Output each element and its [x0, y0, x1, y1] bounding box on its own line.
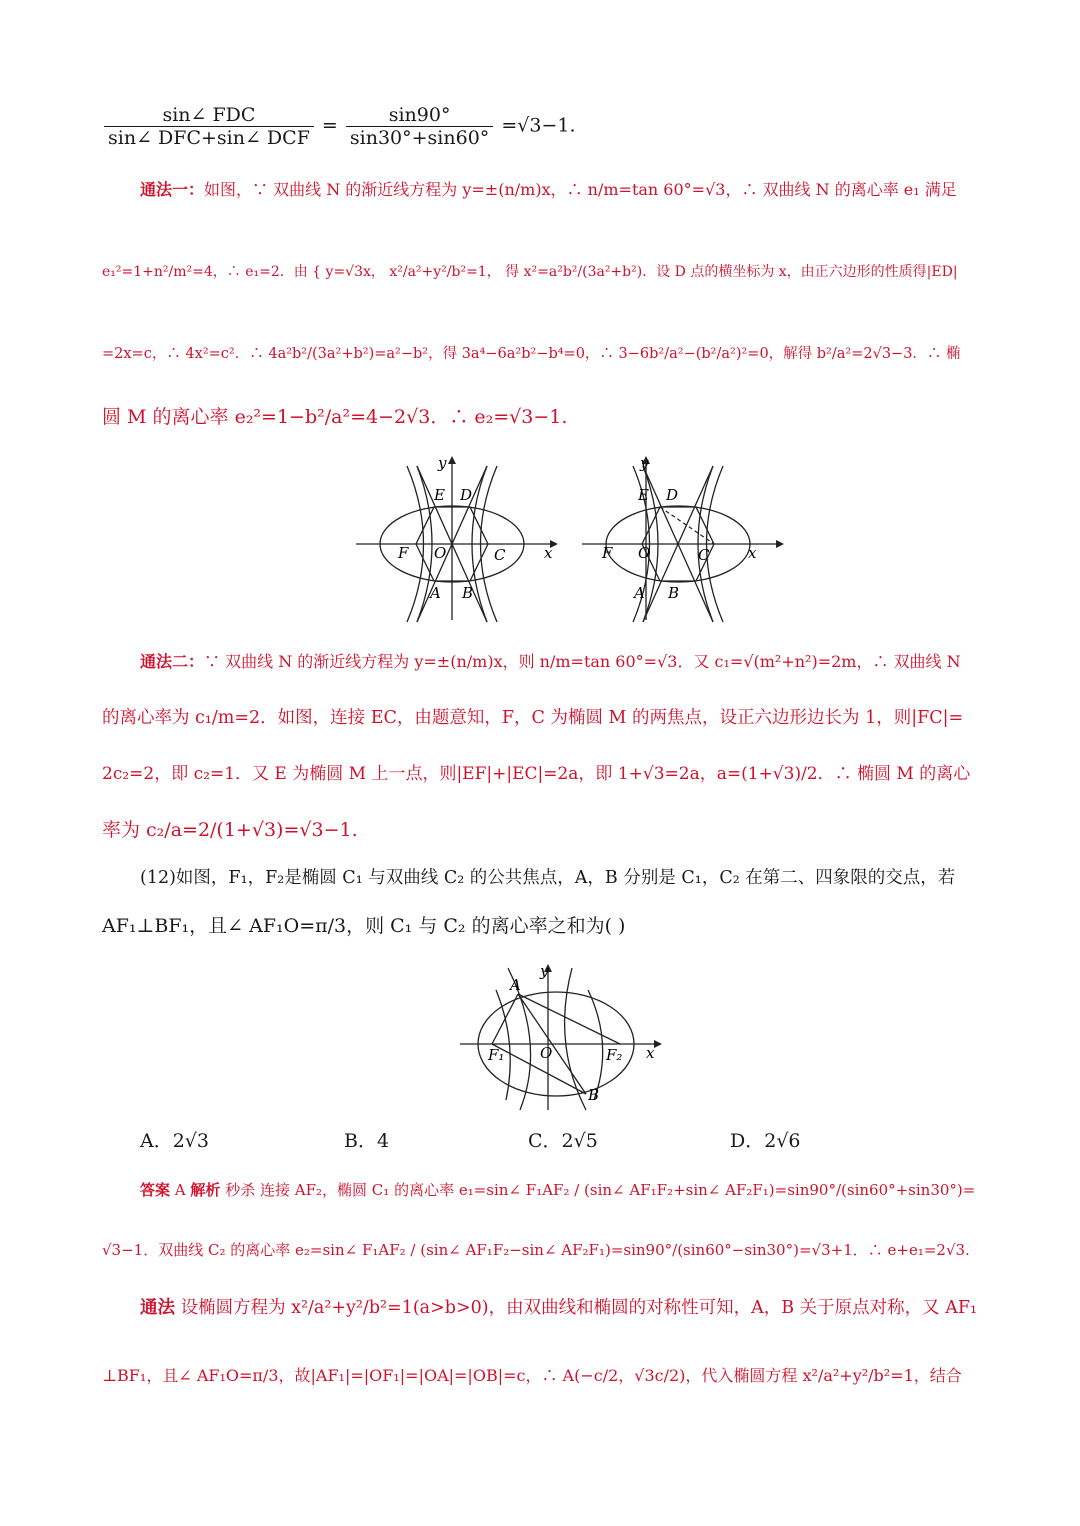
- fig1-label-x: x: [544, 544, 553, 562]
- fig1-label-d: D: [460, 486, 473, 504]
- fig2-label-x: x: [748, 544, 757, 562]
- fig1-label-b: B: [462, 584, 474, 602]
- fig1-label-f: F: [398, 544, 409, 562]
- method2-text: 的离心率为 c₁/m=2．如图，连接 EC，由题意知，F，C 为椭圆 M 的两焦点，设正六边形边长为 1，则|FC|=: [102, 708, 964, 728]
- general-text: 设椭圆方程为 x²/a²+y²/b²=1(a>b>0)，由双曲线和椭圆的对称性可知，A，B 关于原点对称，又 AF₁: [180, 1298, 978, 1318]
- question12-line1: [140, 864, 978, 892]
- fig1-label-e: E: [434, 486, 445, 504]
- option-a[interactable]: A．2√3: [140, 1130, 210, 1152]
- fig3-label-y: y: [540, 962, 549, 980]
- fig2-label-b: B: [668, 584, 680, 602]
- method2-text: 率为 c₂/a=2/(1+√3)=√3−1.: [102, 819, 358, 841]
- fig2-label-a: A: [634, 584, 645, 602]
- fig3-label-o: O: [540, 1044, 553, 1062]
- fig3-label-x: x: [646, 1044, 655, 1062]
- general-line1: [140, 1294, 978, 1322]
- method1-text: e₁²=1+n²/m²=4，∴ e₁=2．由 { y=√3x， x²/a²+y²/b²=1， 得 x²=a²b²/(3a²+b²)．设 D 点的横坐标为 x，由正六边形的性质得|ED|: [102, 264, 958, 280]
- general-text: ⊥BF₁，且∠ AF₁O=π/3，故|AF₁|=|OF₁|=|OA|=|OB|=c，∴ A(−c/2，√3c/2)，代入椭圆方程 x²/a²+y²/b²=1，结合: [102, 1366, 962, 1385]
- fig2-label-c: C: [698, 546, 710, 564]
- fig1-label-a: A: [430, 584, 441, 602]
- option-c[interactable]: C．2√5: [528, 1130, 598, 1152]
- fraction-numerator: sin90°: [346, 104, 493, 127]
- option-b[interactable]: B．4: [344, 1130, 390, 1152]
- figure-ellipse-hyperbola-3: [456, 960, 668, 1112]
- fig2-label-d: D: [666, 486, 679, 504]
- fraction-rhs: [346, 104, 493, 149]
- fig2-label-e: E: [638, 486, 649, 504]
- option-d[interactable]: D．2√6: [730, 1130, 801, 1152]
- method1-text: =2x=c，∴ 4x²=c²．∴ 4a²b²/(3a²+b²)=a²−b²，得 3a⁴−6a²b²−b⁴=0，∴ 3−6b²/a²−(b²/a²)²=0，解得 b²/a²=2√3−3．∴ 椭: [102, 346, 961, 362]
- method1-line2: [102, 258, 978, 286]
- fig3-label-f1: F₁: [488, 1046, 505, 1064]
- fig2-label-f: F: [602, 544, 613, 562]
- analysis-label: 解析: [190, 1181, 221, 1199]
- answer-text: 连接 AF₂，椭圆 C₁ 的离心率 e₁=sin∠ F₁AF₂ / (sin∠ AF₁F₂+sin∠ AF₂F₁)=sin90°/(sin60°+sin30°)=: [260, 1181, 976, 1199]
- general-line2: [102, 1362, 978, 1390]
- fraction-denominator: sin∠ DFC+sin∠ DCF: [108, 127, 310, 149]
- question12-line2: [102, 912, 978, 940]
- method2-text: 2c₂=2，即 c₂=1．又 E 为椭圆 M 上一点，则|EF|+|EC|=2a，即 1+√3=2a，a=(1+√3)/2．∴ 椭圆 M 的离心: [102, 764, 971, 784]
- fig2-label-y: y: [640, 454, 649, 472]
- answer-value: A: [174, 1181, 186, 1199]
- general-label: 通法: [140, 1298, 175, 1318]
- answer-label: 答案: [140, 1181, 171, 1199]
- method1-line1: [140, 176, 978, 204]
- fig3-label-a: A: [510, 976, 521, 994]
- fig3-label-f2: F₂: [606, 1046, 623, 1064]
- fraction-numerator: sin∠ FDC: [104, 104, 314, 127]
- method2-text: ∵ 双曲线 N 的渐近线方程为 y=±(n/m)x，则 n/m=tan 60°=√3．又 c₁=√(m²+n²)=2m，∴ 双曲线 N: [204, 652, 961, 671]
- fraction-lhs: [104, 104, 314, 149]
- formula-result: =√3−1.: [501, 114, 576, 137]
- method1-line3: [102, 340, 978, 368]
- method1-text: 如图，∵ 双曲线 N 的渐近线方程为 y=±(n/m)x，∴ n/m=tan 60°=√3，∴ 双曲线 N 的离心率 e₁ 满足: [204, 180, 957, 199]
- fig1-label-c: C: [494, 546, 506, 564]
- answer-text: √3−1．双曲线 C₂ 的离心率 e₂=sin∠ F₁AF₂ / (sin∠ AF₁F₂−sin∠ AF₂F₁)=sin90°/(sin60°−sin30°)=√3+1．∴ e+e₁=2√3.: [102, 1241, 970, 1259]
- formula-continuation: $\frac{\text{sin∠ FDC}}{\text{sin∠ DFC+sin∠ DCF}}$ = $\frac{\sin 90^\circ}{\sin 30^\circ+\sin 60^\circ}$ =√3−1.: [102, 104, 978, 149]
- method2-line1: [140, 648, 978, 676]
- method2-line4: [102, 816, 978, 844]
- method1-text: 圆 M 的离心率 e₂²=1−b²/a²=4−2√3．∴ e₂=√3−1.: [102, 406, 568, 428]
- fig1-label-y: y: [438, 454, 447, 472]
- fraction-denominator: sin30°+sin60°: [349, 127, 490, 149]
- method2-line2: [102, 704, 978, 732]
- method2-line3: [102, 760, 978, 788]
- figure-ellipse-hyperbola-2: [578, 452, 788, 624]
- fig3-label-b: B: [588, 1086, 600, 1104]
- method1-line4: [102, 403, 978, 431]
- quick-label: 秒杀: [225, 1181, 256, 1199]
- question-text: (12)如图，F₁，F₂是椭圆 C₁ 与双曲线 C₂ 的公共焦点，A，B 分别是 C₁，C₂ 在第二、四象限的交点，若: [140, 868, 956, 888]
- method1-label: 通法一：: [140, 180, 205, 199]
- answer-line1: [140, 1176, 978, 1204]
- method2-label: 通法二：: [140, 652, 205, 671]
- fig2-label-o: O: [638, 544, 651, 562]
- fig1-label-o: O: [434, 544, 447, 562]
- figure-ellipse-hyperbola-1: [352, 452, 562, 624]
- answer-line2: [102, 1236, 978, 1264]
- question-text: AF₁⊥BF₁，且∠ AF₁O=π/3，则 C₁ 与 C₂ 的离心率之和为( ): [102, 915, 626, 937]
